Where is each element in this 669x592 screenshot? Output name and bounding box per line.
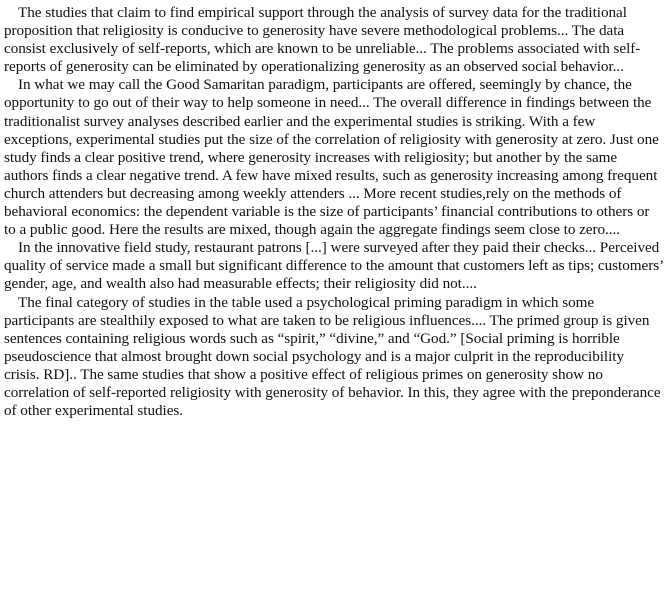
paragraph-good-samaritan: In what we may call the Good Samaritan paradigm, participants are offered, seemingly by chance, the opportunity to go out of their way to help someone in need... The overall difference in findings between the traditionalist survey analyses described earlier and the experimental studies is striking. With a few exceptions, experimental studies put the size of the correlation of religiosity with generosity at zero. Just one study finds a clear positive trend, where generosity increases with religiosity; but another by the same authors finds a clear negative trend. A few have mixed results, such as generosity increasing among frequent church attenders but decreasing among weekly attenders ... More recent studies,rely on the methods of behavioral economics: the dependent variable is the size of participants’ financial contributions to others or to a public good. Here the results are mixed, though again the aggregate findings seem close to zero....	[4, 76, 659, 239]
paragraph-field-study: In the innovative field study, restaurant patrons [...] were surveyed after they paid their checks... Perceived quality of service made a small but significant difference to the amount that customers left as tips; customers’ gender, age, and wealth also had measurable effects; their religiosity did not....	[4, 239, 663, 293]
paragraph-survey-data: The studies that claim to find empirical support through the analysis of survey data for the traditional proposition that religiosity is conducive to generosity have severe methodological problems... The data consist exclusively of self-reports, which are known to be unreliable... The problems associated with self-reports of generosity can be eliminated by operationalizing generosity as an observed social behavior...	[4, 4, 641, 76]
paragraph-priming: The final category of studies in the table used a psychological priming paradigm in which some participants are stealthily exposed to what are taken to be religious influences.... The primed group is given sentences containing religious words such as “spirit,” “divine,” and “God.” [Social priming is horrible pseudoscience that almost brought down social psychology and is a major culprit in the reproducibility crisis. RD].. The same studies that show a positive effect of religious primes on generosity show no correlation of self-reported religiosity with generosity of behavior. In this, they agree with the preponderance of other experimental studies.	[4, 293, 661, 420]
